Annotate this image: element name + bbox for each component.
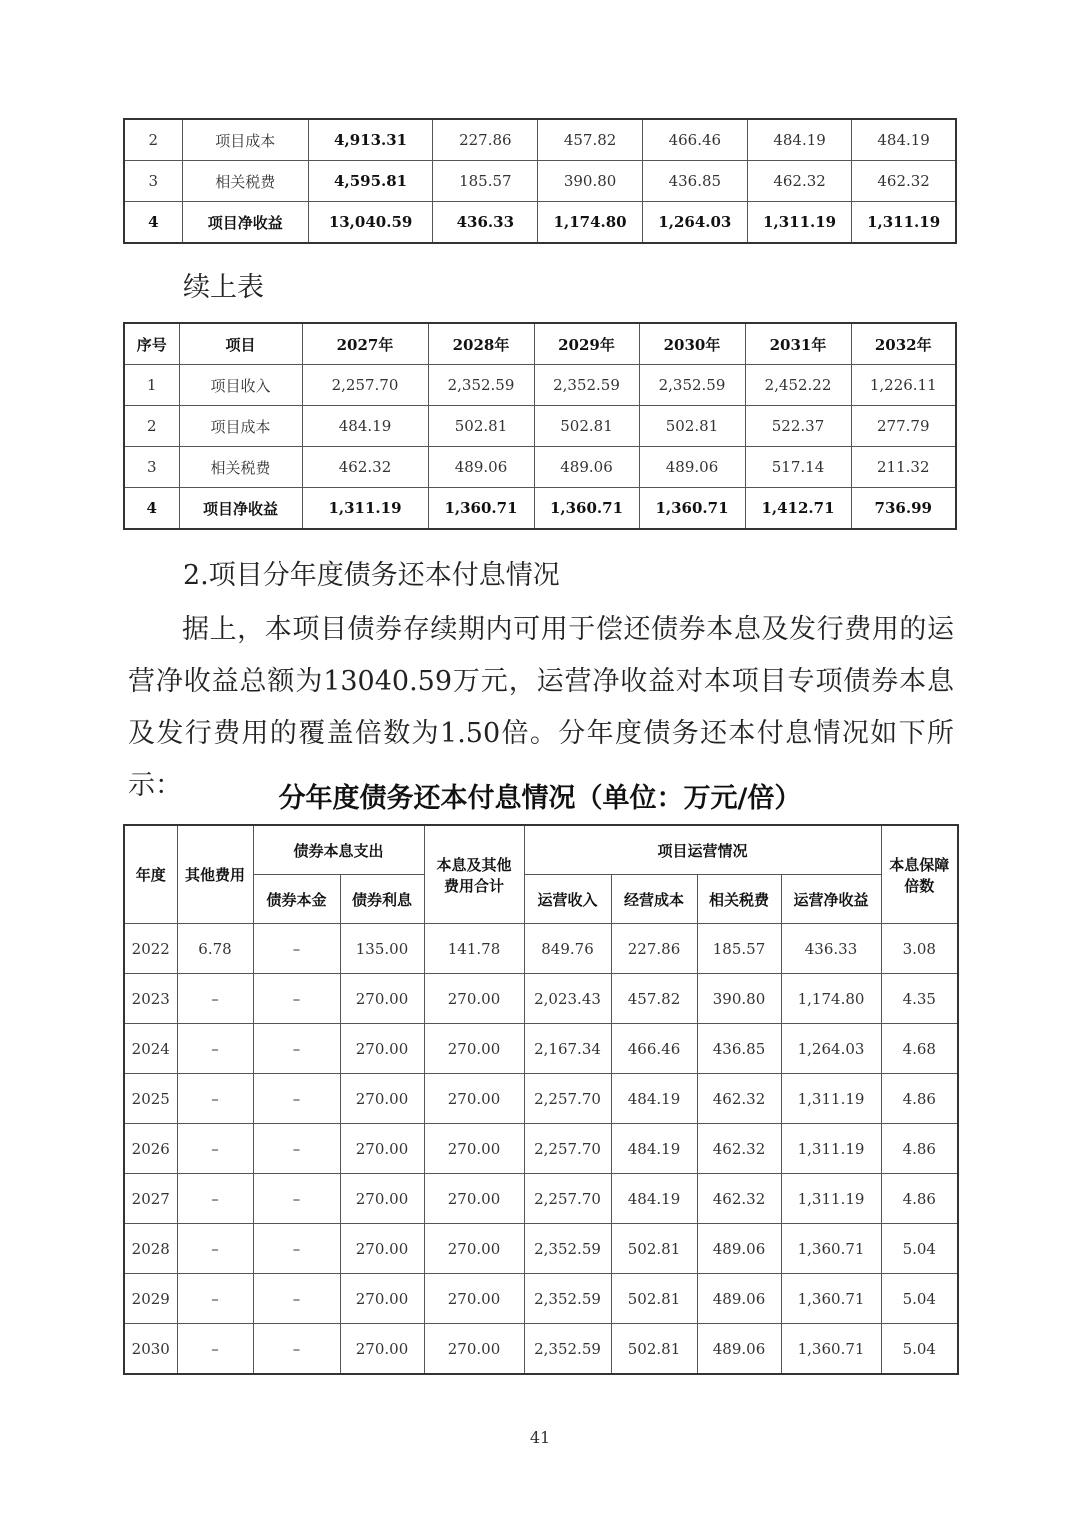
header-cell: 2032年 <box>851 323 956 365</box>
table-cell: 522.37 <box>745 406 851 447</box>
table-cell: 6.78 <box>177 924 253 974</box>
table-cell: 484.19 <box>852 119 956 161</box>
table-cell: 1,311.19 <box>781 1074 881 1124</box>
table-cell: 2029 <box>124 1274 177 1324</box>
table-cell: – <box>253 1224 340 1274</box>
table-cell: 462.32 <box>747 161 851 202</box>
table-cell: 1,174.80 <box>538 202 642 244</box>
table-cell: 135.00 <box>340 924 424 974</box>
table-cell: 1,264.03 <box>781 1024 881 1074</box>
table-header-row <box>124 323 956 365</box>
table-cell: 457.82 <box>611 974 697 1024</box>
net-income-table-part2 <box>123 322 957 530</box>
table-cell: 484.19 <box>611 1174 697 1224</box>
table-cell: 2 <box>124 119 182 161</box>
table-cell: 270.00 <box>340 1174 424 1224</box>
table-row <box>124 202 956 244</box>
header-cell: 2029年 <box>534 323 639 365</box>
table-cell: 1,311.19 <box>852 202 956 244</box>
header-bond-group: 债券本息支出 <box>253 825 424 875</box>
table-row <box>124 488 956 530</box>
table-cell: 1,360.71 <box>781 1274 881 1324</box>
table-cell: 1,311.19 <box>781 1174 881 1224</box>
table-cell: 1,226.11 <box>851 365 956 406</box>
header-interest: 债券利息 <box>340 875 424 924</box>
table-row <box>124 1174 958 1224</box>
header-other-fees: 其他费用 <box>177 825 253 924</box>
table-cell: 2 <box>124 406 179 447</box>
table-cell: 2,257.70 <box>524 1074 611 1124</box>
table-cell: 1,360.71 <box>781 1324 881 1375</box>
table-cell: 4,913.31 <box>308 119 432 161</box>
table-cell: 489.06 <box>697 1224 781 1274</box>
table-cell: 1,360.71 <box>781 1224 881 1274</box>
table-cell: 462.32 <box>697 1074 781 1124</box>
table-row <box>124 1124 958 1174</box>
table-cell: – <box>253 1024 340 1074</box>
table-cell: 4 <box>124 202 182 244</box>
table-cell: 502.81 <box>611 1324 697 1375</box>
table-cell: – <box>177 1274 253 1324</box>
table-cell: 项目成本 <box>182 119 308 161</box>
table-cell: 2022 <box>124 924 177 974</box>
table-cell: 270.00 <box>340 1074 424 1124</box>
table-cell: 项目成本 <box>179 406 302 447</box>
table-cell: 2,257.70 <box>524 1174 611 1224</box>
header-ops-group: 项目运营情况 <box>524 825 881 875</box>
table-cell: 项目收入 <box>179 365 302 406</box>
table-cell: 502.81 <box>639 406 745 447</box>
table-cell: 1,360.71 <box>534 488 639 530</box>
debt-service-table <box>123 824 959 1375</box>
table-cell: 462.32 <box>852 161 956 202</box>
table-cell: 436.33 <box>433 202 538 244</box>
table-cell: 270.00 <box>340 1024 424 1074</box>
table-cell: 2,023.43 <box>524 974 611 1024</box>
table-cell: 270.00 <box>424 1174 524 1224</box>
table-cell: 1,360.71 <box>639 488 745 530</box>
table-cell: 4.86 <box>881 1124 958 1174</box>
table-cell: 736.99 <box>851 488 956 530</box>
table-cell: 4.86 <box>881 1174 958 1224</box>
table-cell: 270.00 <box>424 1224 524 1274</box>
table-cell: – <box>177 1174 253 1224</box>
table-cell: 502.81 <box>611 1224 697 1274</box>
table-row <box>124 974 958 1024</box>
table-cell: 517.14 <box>745 447 851 488</box>
table-cell: 3 <box>124 161 182 202</box>
table-cell: 2,352.59 <box>524 1274 611 1324</box>
header-cell: 序号 <box>124 323 179 365</box>
table-cell: 436.33 <box>781 924 881 974</box>
header-revenue: 运营收入 <box>524 875 611 924</box>
table-cell: 270.00 <box>340 1324 424 1375</box>
table-row <box>124 1024 958 1074</box>
table-cell: 2028 <box>124 1224 177 1274</box>
table-cell: 2027 <box>124 1174 177 1224</box>
table-cell: 13,040.59 <box>308 202 432 244</box>
table-cell: 436.85 <box>697 1024 781 1074</box>
table-cell: 484.19 <box>611 1074 697 1124</box>
table-cell: 3.08 <box>881 924 958 974</box>
table-cell: 502.81 <box>428 406 534 447</box>
table-cell: 502.81 <box>534 406 639 447</box>
table-cell: 2026 <box>124 1124 177 1174</box>
table-cell: 489.06 <box>534 447 639 488</box>
table-cell: 436.85 <box>642 161 747 202</box>
table-row <box>124 924 958 974</box>
table-cell: 4.35 <box>881 974 958 1024</box>
header-cell: 项目 <box>179 323 302 365</box>
table-cell: 270.00 <box>424 1124 524 1174</box>
header-cell: 2030年 <box>639 323 745 365</box>
table-cell: 462.32 <box>697 1174 781 1224</box>
table-row <box>124 1224 958 1274</box>
table-cell: 2024 <box>124 1024 177 1074</box>
table-cell: 2,352.59 <box>524 1324 611 1375</box>
table-cell: 2025 <box>124 1074 177 1124</box>
table-cell: 4.68 <box>881 1024 958 1074</box>
table-row <box>124 1324 958 1375</box>
table-cell: – <box>253 924 340 974</box>
table-cell: 227.86 <box>611 924 697 974</box>
table-title: 分年度债务还本付息情况（单位：万元/倍） <box>278 783 802 814</box>
page-number: 41 <box>529 1428 551 1447</box>
table-cell: 3 <box>124 447 179 488</box>
table-cell: 2,352.59 <box>428 365 534 406</box>
table-cell: – <box>177 1024 253 1074</box>
table-cell: 2030 <box>124 1324 177 1375</box>
table-cell: – <box>177 1074 253 1124</box>
table-cell: 484.19 <box>611 1124 697 1174</box>
header-principal: 债券本金 <box>253 875 340 924</box>
table-cell: – <box>177 1224 253 1274</box>
table-cell: 462.32 <box>302 447 428 488</box>
header-tax: 相关税费 <box>697 875 781 924</box>
table-cell: 1 <box>124 365 179 406</box>
table-cell: – <box>253 974 340 1024</box>
table-cell: 270.00 <box>424 1074 524 1124</box>
table-cell: 4 <box>124 488 179 530</box>
table-cell: 390.80 <box>538 161 642 202</box>
table-cell: 4,595.81 <box>308 161 432 202</box>
table-row <box>124 119 956 161</box>
table-cell: 185.57 <box>433 161 538 202</box>
header-cell: 2031年 <box>745 323 851 365</box>
table-cell: – <box>177 1124 253 1174</box>
table-cell: 270.00 <box>340 1224 424 1274</box>
table-cell: 227.86 <box>433 119 538 161</box>
header-coverage: 本息保障倍数 <box>881 825 958 924</box>
table-cell: 1,311.19 <box>781 1124 881 1174</box>
table-cell: – <box>177 1324 253 1375</box>
table-cell: 185.57 <box>697 924 781 974</box>
table-cell: 390.80 <box>697 974 781 1024</box>
table-cell: 270.00 <box>424 1274 524 1324</box>
table-cell: 211.32 <box>851 447 956 488</box>
header-cell: 2027年 <box>302 323 428 365</box>
table-cell: 4.86 <box>881 1074 958 1124</box>
table-cell: 2,352.59 <box>639 365 745 406</box>
table-cell: – <box>253 1074 340 1124</box>
table-row <box>124 1274 958 1324</box>
table-cell: – <box>253 1124 340 1174</box>
table-cell: 2023 <box>124 974 177 1024</box>
table-cell: 5.04 <box>881 1324 958 1375</box>
table-cell: 270.00 <box>424 1324 524 1375</box>
table-cell: 1,264.03 <box>642 202 747 244</box>
table-cell: – <box>253 1174 340 1224</box>
table-cell: 466.46 <box>611 1024 697 1074</box>
section-heading: 2.项目分年度债务还本付息情况 <box>183 560 560 591</box>
table-cell: – <box>253 1274 340 1324</box>
table-cell: 489.06 <box>697 1324 781 1375</box>
table-cell: 849.76 <box>524 924 611 974</box>
table-cell: 270.00 <box>340 974 424 1024</box>
header-net: 运营净收益 <box>781 875 881 924</box>
table-cell: 2,167.34 <box>524 1024 611 1074</box>
header-total: 本息及其他费用合计 <box>424 825 524 924</box>
table-cell: 项目净收益 <box>179 488 302 530</box>
table-cell: 270.00 <box>424 974 524 1024</box>
header-cell: 2028年 <box>428 323 534 365</box>
table-cell: 相关税费 <box>182 161 308 202</box>
table-row <box>124 406 956 447</box>
table-cell: – <box>253 1324 340 1375</box>
body-paragraph: 据上，本项目债券存续期内可用于偿还债券本息及发行费用的运营净收益总额为13040.59万元，运营净收益对本项目专项债券本息及发行费用的覆盖倍数为1.50倍。分年度债务还本付息情况如下所示： <box>128 614 954 801</box>
table-cell: 502.81 <box>611 1274 697 1324</box>
table-cell: 462.32 <box>697 1124 781 1174</box>
table-row <box>124 447 956 488</box>
table-cell: 1,311.19 <box>302 488 428 530</box>
table-cell: 2,257.70 <box>524 1124 611 1174</box>
table-cell: 1,311.19 <box>747 202 851 244</box>
table-cell: 489.06 <box>639 447 745 488</box>
table-row <box>124 365 956 406</box>
table-header-row <box>124 825 958 875</box>
net-income-table-part1 <box>123 118 957 244</box>
table-row <box>124 1074 958 1124</box>
header-year: 年度 <box>124 825 177 924</box>
table-cell: 457.82 <box>538 119 642 161</box>
table-cell: 2,352.59 <box>534 365 639 406</box>
table-cell: 270.00 <box>340 1274 424 1324</box>
table-cell: 5.04 <box>881 1224 958 1274</box>
table-cell: 466.46 <box>642 119 747 161</box>
header-cost: 经营成本 <box>611 875 697 924</box>
table-cell: 484.19 <box>747 119 851 161</box>
table-cell: 2,352.59 <box>524 1224 611 1274</box>
table-cell: 1,412.71 <box>745 488 851 530</box>
table-cell: 489.06 <box>697 1274 781 1324</box>
table-cell: – <box>177 974 253 1024</box>
table-cell: 1,174.80 <box>781 974 881 1024</box>
table-cell: 2,257.70 <box>302 365 428 406</box>
table-cell: 5.04 <box>881 1274 958 1324</box>
table-cell: 项目净收益 <box>182 202 308 244</box>
table-cell: 141.78 <box>424 924 524 974</box>
table-row <box>124 161 956 202</box>
table-cell: 1,360.71 <box>428 488 534 530</box>
table-cell: 2,452.22 <box>745 365 851 406</box>
table-cell: 相关税费 <box>179 447 302 488</box>
table-cell: 489.06 <box>428 447 534 488</box>
table-cell: 270.00 <box>424 1024 524 1074</box>
table-cell: 484.19 <box>302 406 428 447</box>
table-cell: 270.00 <box>340 1124 424 1174</box>
continued-label: 续上表 <box>183 272 264 303</box>
table-cell: 277.79 <box>851 406 956 447</box>
